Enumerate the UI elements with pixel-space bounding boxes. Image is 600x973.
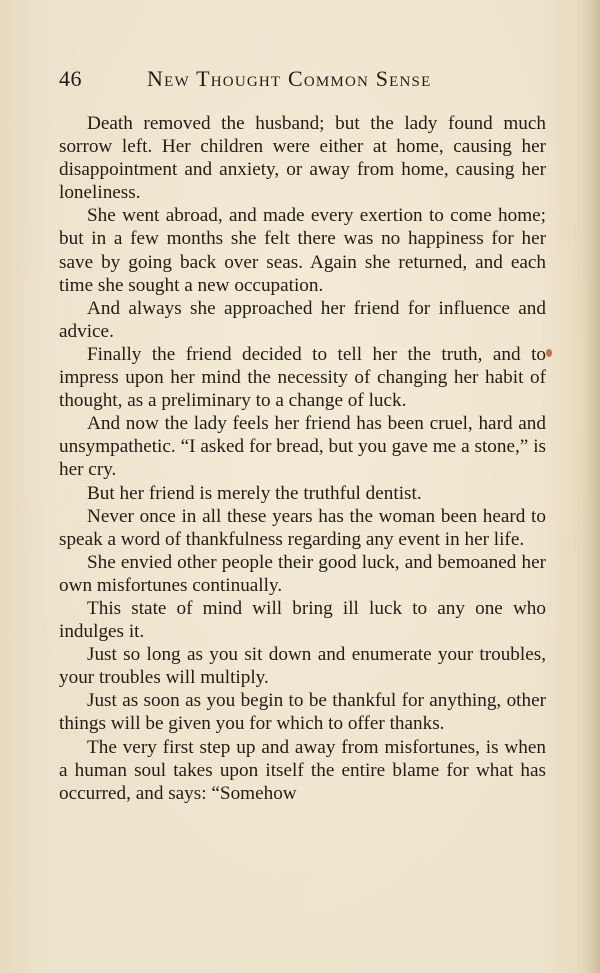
paragraph: She went abroad, and made every exertion to come home; but in a few months she felt there was no happiness for her save by going back over seas. Again she returned, and each time she sought a new occupation. xyxy=(59,205,546,296)
paragraph: And now the lady feels her friend has been cruel, hard and unsympathetic. “I asked for bread, but you gave me a stone,” is her cry. xyxy=(59,413,546,481)
paragraph: Death removed the husband; but the lady found much sorrow left. Her children were either at home, causing her disappointment and anxiety, or away from home, causing her loneliness. xyxy=(59,113,546,204)
paragraph: The very first step up and away from misfortunes, is when a human soul takes upon itself the entire blame for what has occurred, and says: “Somehow xyxy=(59,736,546,804)
paragraph: This state of mind will bring ill luck to any one who indulges it. xyxy=(59,597,546,643)
running-head: New Thought Common Sense xyxy=(147,66,432,91)
paragraph: Just as soon as you begin to be thankful for anything, other things will be given you for which to offer thanks. xyxy=(59,690,546,735)
paragraph: But her friend is merely the truthful dentist. xyxy=(87,482,422,504)
paragraph: Finally the friend decided to tell her the truth, and to impress upon her mind the necessity of changing her habit of thought, as a preliminary to a change of luck. xyxy=(59,343,546,412)
paragraph: And always she approached her friend for influence and advice. xyxy=(59,297,546,342)
page-edge-shadow xyxy=(582,0,600,973)
paragraph: Never once in all these years has the woman been heard to speak a word of thankfulness regarding any event in her life. xyxy=(59,505,546,550)
paragraph: She envied other people their good luck, and bemoaned her own misfortunes continually. xyxy=(59,551,546,596)
page-header xyxy=(59,66,549,98)
paragraph: Just so long as you sit down and enumerate your troubles, your troubles will multiply. xyxy=(59,644,546,689)
ink-stain-mark xyxy=(546,349,552,357)
body-text xyxy=(59,112,546,805)
page-number: 46 xyxy=(59,66,82,91)
